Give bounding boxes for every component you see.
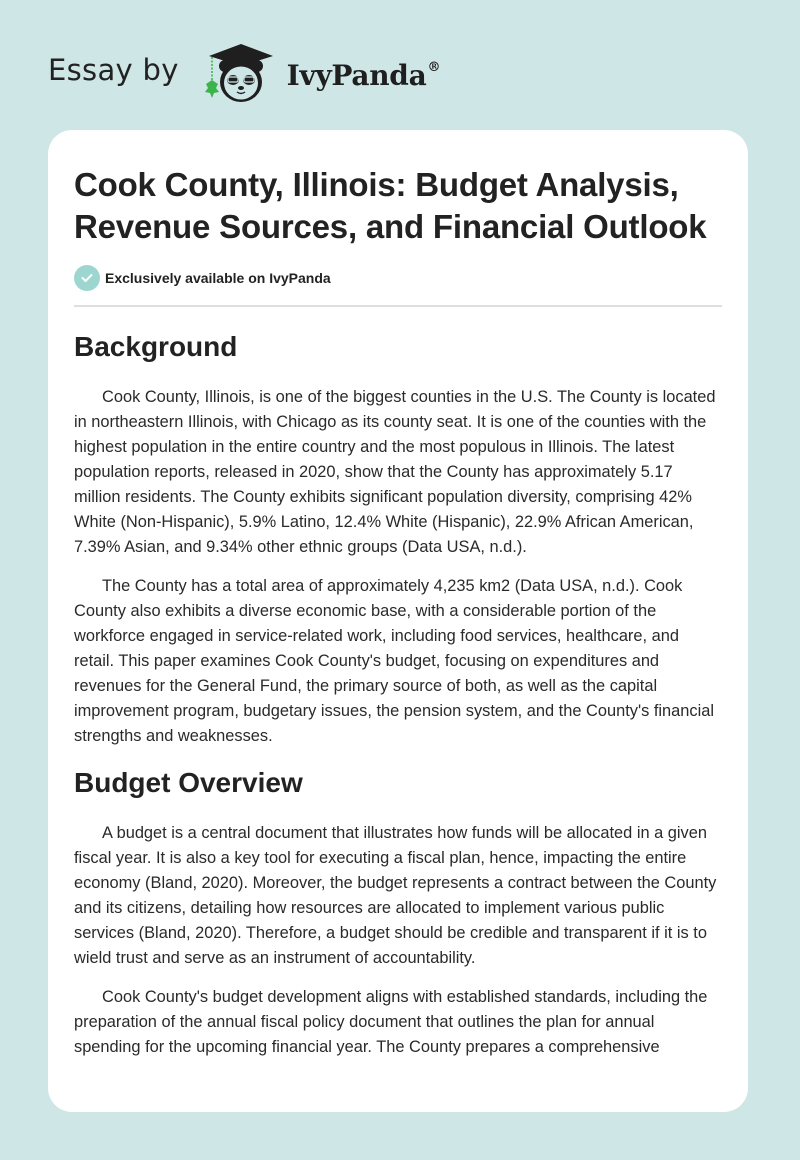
divider [74,305,722,307]
site-header [48,36,440,108]
registered-mark: ® [427,59,441,75]
page-title: Cook County, Illinois: Budget Analysis, Revenue Sources, and Financial Outlook [74,166,707,245]
section-budget-overview [74,765,722,1060]
panda-graduation-cap-icon [199,36,283,108]
section-heading: Background [74,331,238,362]
check-circle-icon [74,265,100,291]
brand-name: IvyPanda® [286,58,441,92]
exclusive-label: Exclusively available on IvyPanda [105,270,331,286]
paragraph: The County has a total area of approximately 4,235 km2 (Data USA, n.d.). Cook County also exhibits a diverse economic base, with a considerable portion of the workforce engaged in service-related work, including food services, healthcare, and retail. This paper examines Cook County's budget, focusing on expenditures and revenues for the General Fund, the primary source of both, as well as the capital improvement program, budgetary issues, the pension system, and the County's financial strengths and weaknesses. [74,577,714,745]
paragraph: Cook County's budget development aligns with established standards, including the preparation of the annual fiscal policy document that outlines the plan for annual spending for the upcoming financial year. The County prepares a comprehensive [74,988,708,1056]
essay-by-label: Essay by [48,53,179,87]
essay-card [48,130,748,1112]
section-background [74,329,722,749]
exclusive-badge [74,265,722,291]
ivypanda-logo-link[interactable] [199,36,440,108]
section-heading: Budget Overview [74,767,303,798]
paragraph: A budget is a central document that illustrates how funds will be allocated in a given fiscal year. It is also a key tool for executing a fiscal plan, hence, impacting the entire economy (Bland, 2020). Moreover, the budget represents a contract between the County and its citizens, detailing how resources are allocated to implement various public services (Bland, 2020). Therefore, a budget should be credible and transparent if it is to wield trust and serve as an instrument of accountability. [74,824,717,967]
paragraph: Cook County, Illinois, is one of the biggest counties in the U.S. The County is located in northeastern Illinois, with Chicago as its county seat. It is one of the counties with the highest population in the entire country and the most populous in Illinois. The latest population reports, released in 2020, show that the County has approximately 5.17 million residents. The County exhibits significant population diversity, comprising 42% White (Non-Hispanic), 5.9% Latino, 12.4% White (Hispanic), 22.9% African American, 7.39% Asian, and 9.34% other ethnic groups (Data USA, n.d.). [74,388,716,556]
